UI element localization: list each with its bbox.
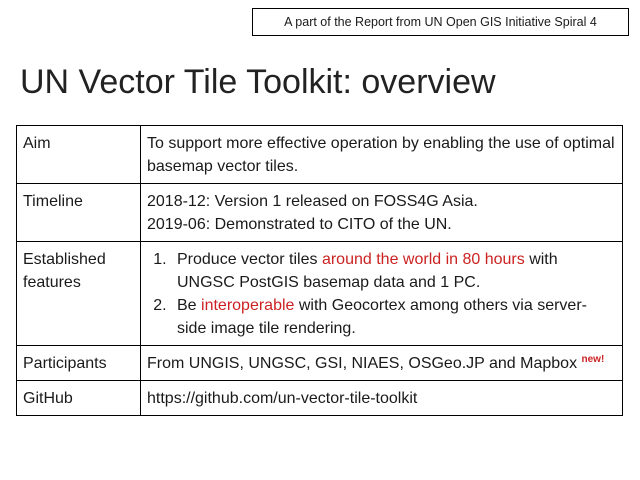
row-label-github: GitHub (17, 381, 141, 416)
timeline-entry: 2019-06: Demonstrated to CITO of the UN. (147, 216, 452, 233)
table-row-github (17, 381, 623, 416)
report-label: A part of the Report from UN Open GIS Initiative Spiral 4 (252, 8, 629, 36)
feature-text: Be (177, 297, 202, 314)
overview-table (16, 125, 623, 416)
row-label-timeline: Timeline (17, 184, 141, 242)
timeline-entry: 2018-12: Version 1 released on FOSS4G Asia. (147, 193, 478, 210)
features-list (147, 248, 616, 340)
participants-value (141, 346, 623, 381)
feature-highlight: around the world in 80 hours (321, 251, 525, 268)
row-label-aim: Aim (17, 126, 141, 184)
table-row-participants (17, 346, 623, 381)
slide-title: UN Vector Tile Toolkit: overview (20, 63, 496, 101)
features-value (141, 242, 623, 346)
feature-text: with Geocortex among others via server-side image tile rendering. (177, 297, 587, 337)
table-row-features (17, 242, 623, 346)
github-url: https://github.com/un-vector-tile-toolkit (141, 381, 623, 416)
timeline-value (141, 184, 623, 242)
new-badge: new! (581, 354, 605, 365)
participants-text: From UNGIS, UNGSC, GSI, NIAES, OSGeo.JP and Mapbox (147, 355, 578, 372)
aim-value: To support more effective operation by enabling the use of optimal basemap vector tiles. (141, 126, 623, 184)
row-label-participants: Participants (17, 346, 141, 381)
table-row-timeline (17, 184, 623, 242)
table-row-aim (17, 126, 623, 184)
row-label-features: Established features (17, 242, 141, 346)
feature-text: with UNGSC PostGIS basemap data and 1 PC. (177, 251, 558, 291)
feature-item (171, 294, 616, 340)
feature-item (171, 248, 616, 294)
feature-text: Produce vector tiles (177, 251, 322, 268)
feature-highlight: interoperable (201, 297, 295, 314)
